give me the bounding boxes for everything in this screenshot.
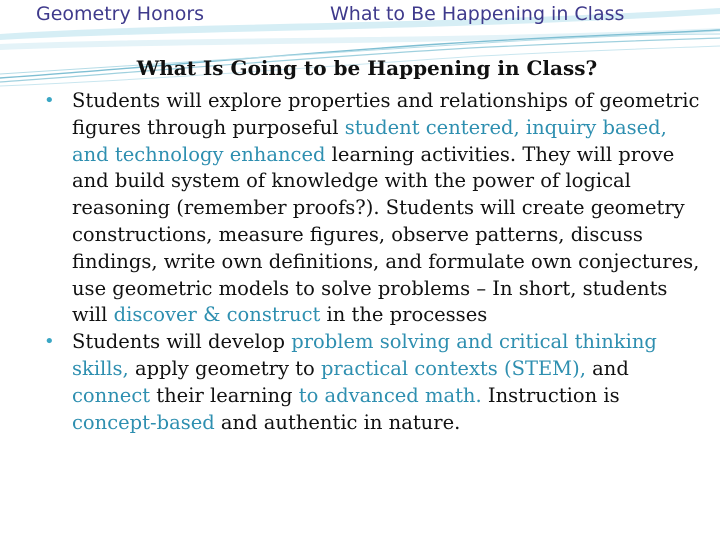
bullet-text: Students will explore properties and relationships of geometric figures through purposeful <box>72 89 700 139</box>
highlighted-text: practical contexts (STEM), <box>320 356 586 380</box>
slide-header <box>0 3 720 31</box>
bullet-text: learning activities. They will prove and build system of knowledge with the power of logical reasoning (remember proofs?). Students will create geometry constructions, measure figures, observe patterns, discuss findings, write own definitions, and formulate own conjectures, use geometric models to solve problems – In short, students will <box>72 142 700 327</box>
bullet-icon: • <box>44 331 55 353</box>
bullet-text: and authentic in nature. <box>214 410 461 434</box>
bullet-item <box>44 329 704 436</box>
slide-section-title: What to Be Happening in Class <box>330 3 625 25</box>
bullet-text: their learning <box>150 383 299 407</box>
bullet-item <box>44 88 704 329</box>
bullet-list <box>44 88 704 436</box>
slide-title: What Is Going to be Happening in Class? <box>136 56 598 80</box>
bullet-text: in the processes <box>320 303 488 327</box>
highlighted-text: concept-based <box>72 410 215 434</box>
course-name: Geometry Honors <box>36 3 205 25</box>
bullet-text: apply geometry to <box>128 356 321 380</box>
highlighted-text: to advanced math. <box>298 383 482 407</box>
bullet-text: Instruction is <box>481 383 620 407</box>
highlighted-text: connect <box>72 383 151 407</box>
bullet-icon: • <box>44 90 55 111</box>
bullet-text: Students will develop <box>72 330 292 354</box>
bullet-text: and <box>585 356 629 380</box>
highlighted-text: discover & construct <box>113 303 321 327</box>
highlighted-text: student centered, inquiry based, and technology enhanced <box>72 115 667 166</box>
highlighted-text: problem solving and critical thinking skills, <box>72 330 657 380</box>
